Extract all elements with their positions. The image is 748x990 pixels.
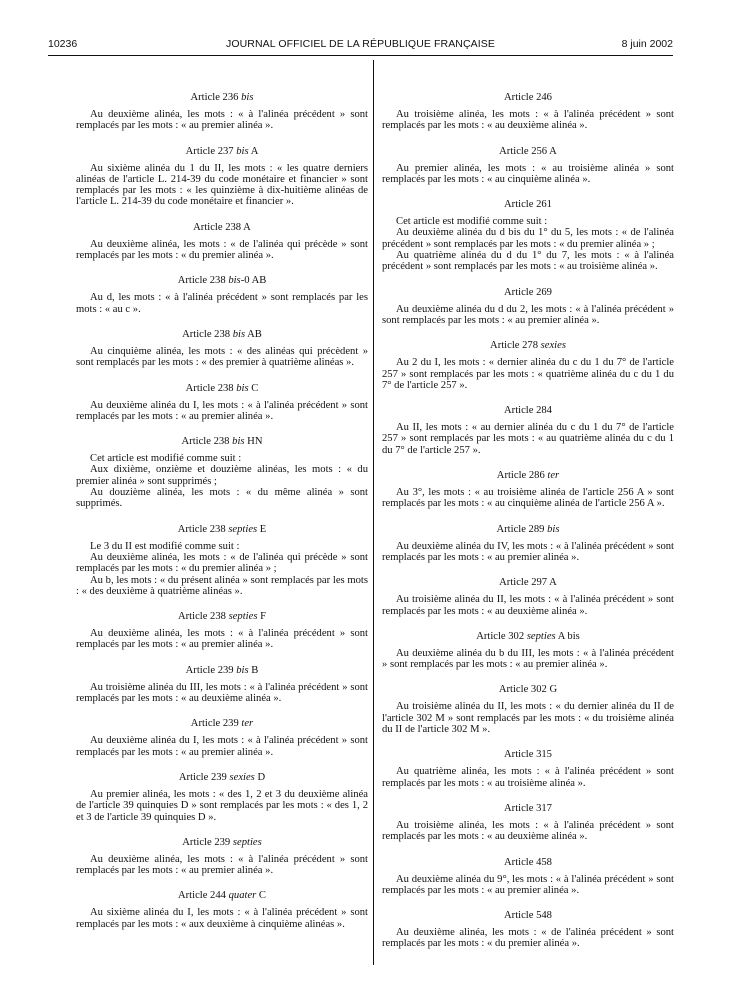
article-paragraph: Au 3°, les mots : « au troisième alinéa de l'article 256 A » sont remplacés par les mots : « au cinquième alinéa de l'article 256 A ». [382, 487, 674, 510]
page-header [48, 38, 673, 54]
article-title: Article 238 bis HN [181, 436, 263, 448]
article-block [76, 328, 368, 369]
article-title: Article 297 A [499, 577, 557, 589]
article-title: Article 239 bis B [185, 664, 259, 676]
article-paragraph: Au deuxième alinéa, les mots : « de l'alinéa qui précède » sont remplacés par les mots : « du premier alinéa ». [76, 238, 368, 262]
article-title: Article 239 ter [190, 718, 254, 730]
article-title: Article 238 septies E [177, 523, 267, 535]
article-paragraph: Au sixième alinéa du I, les mots : « à l'alinéa précédent » sont remplacés par les mots : « aux deuxième à cinquième alinéas ». [76, 907, 368, 930]
article-paragraph: Au deuxième alinéa du I, les mots : « à l'alinéa précédent » sont remplacés par les mots : « au premier alinéa ». [76, 399, 368, 422]
article-block [382, 339, 674, 391]
article-block [382, 683, 674, 735]
article-title: Article 238 bis-0 AB [177, 275, 267, 287]
article-block [76, 836, 368, 877]
article-paragraph: Au d, les mots : « à l'alinéa précédent » sont remplacés par les mots : « au c ». [76, 292, 368, 315]
article-block [382, 404, 674, 456]
article-block [382, 198, 674, 272]
article-block [76, 221, 368, 262]
article-title: Article 238 bis AB [182, 328, 262, 340]
article-block [76, 91, 368, 132]
article-title: Article 239 sexies D [178, 771, 266, 783]
article-title: Article 548 [504, 910, 552, 922]
article-title: Article 238 A [193, 221, 251, 233]
article-paragraph: Au deuxième alinéa du d bis du 1° du 5, les mots : « de l'alinéa précédent » sont remplacés par les mots : « du premier alinéa » ; [382, 227, 674, 250]
article-paragraph: Au douzième alinéa, les mots : « du même alinéa » sont supprimés. [76, 487, 368, 510]
article-block [382, 91, 674, 132]
article-title: Article 236 bis [190, 92, 254, 103]
header-rule [48, 55, 673, 56]
article-title: Article 317 [504, 802, 552, 814]
article-title: Article 302 septies A bis [476, 630, 580, 642]
article-paragraph: Au cinquième alinéa, les mots : « des alinéas qui précèdent » sont remplacés par les mots : « des premier à quatrième alinéas ». [76, 345, 368, 369]
page-number: 10236 [48, 38, 78, 50]
article-block [76, 145, 368, 208]
journal-title: JOURNAL OFFICIEL DE LA RÉPUBLIQUE FRANÇAISE [226, 38, 495, 50]
article-block [76, 717, 368, 758]
article-paragraph: Au troisième alinéa, les mots : « à l'alinéa précédent » sont remplacés par les mots : « au deuxième alinéa ». [382, 109, 674, 132]
article-title: Article 246 [504, 92, 552, 103]
article-title: Article 269 [504, 286, 552, 298]
article-paragraph: Au sixième alinéa du 1 du II, les mots : « les quatre derniers alinéas de l'article L. 214-39 du code monétaire et financier » sont remplacés par les mots : « les quinzième à dix-huitième alinéas de l'article L. 214-39 du code monétaire et financier ». [76, 162, 368, 208]
article-paragraph: Au deuxième alinéa du 9°, les mots : « à l'alinéa précédent » sont remplacés par les mots : « au premier alinéa ». [382, 873, 674, 896]
article-block [76, 664, 368, 705]
article-paragraph: Au deuxième alinéa du b du III, les mots : « à l'alinéa précédent » sont remplacés par les mots : « au premier alinéa ». [382, 647, 674, 671]
article-block [76, 523, 368, 597]
article-block [382, 802, 674, 843]
article-block [382, 523, 674, 564]
article-title: Article 244 quater C [178, 890, 266, 902]
article-block [382, 145, 674, 186]
article-paragraph: Le 3 du II est modifié comme suit : [90, 540, 240, 552]
article-title: Article 256 A [499, 145, 557, 157]
article-paragraph: Au quatrième alinéa du d du 1° du 7, les mots : « à l'alinéa précédent » sont remplacés par les mots : « au troisième alinéa ». [382, 250, 674, 273]
article-title: Article 286 ter [496, 470, 560, 482]
left-column [76, 91, 368, 930]
article-paragraph: Au deuxième alinéa, les mots : « à l'alinéa précédent » sont remplacés par les mots : « au premier alinéa ». [76, 628, 368, 651]
article-block [76, 274, 368, 315]
article-paragraph: Au deuxième alinéa, les mots : « de l'alinéa précédent » sont remplacés par les mots : « du premier alinéa ». [382, 927, 674, 950]
column-divider [373, 60, 374, 965]
article-title: Article 237 bis A [185, 145, 259, 157]
article-title: Article 458 [504, 856, 552, 868]
article-paragraph: Au deuxième alinéa du IV, les mots : « à l'alinéa précédent » sont remplacés par les mots : « au premier alinéa ». [382, 540, 674, 563]
article-paragraph: Au premier alinéa, les mots : « des 1, 2 et 3 du deuxième alinéa de l'article 39 quinquies D » sont remplacés par les mots : « des 1, 2 et 3 de l'article 39 quinquies D ». [76, 788, 368, 823]
article-title: Article 238 bis C [185, 382, 259, 394]
article-title: Article 238 septies F [178, 611, 266, 623]
article-block [382, 576, 674, 617]
article-title: Article 289 bis [496, 523, 560, 535]
article-block [382, 469, 674, 510]
article-block [382, 909, 674, 950]
article-paragraph: Cet article est modifié comme suit : [396, 216, 548, 228]
article-paragraph: Au b, les mots : « du présent alinéa » sont remplacés par les mots : « des deuxième à quatrième alinéas ». [76, 574, 368, 597]
publication-date: 8 juin 2002 [621, 38, 673, 50]
article-paragraph: Au premier alinéa, les mots : « au troisième alinéa » sont remplacés par les mots : « au cinquième alinéa ». [382, 162, 674, 185]
article-block [382, 748, 674, 789]
article-title: Article 284 [504, 405, 552, 417]
article-title: Article 239 septies [182, 836, 262, 848]
article-title: Article 261 [504, 199, 552, 211]
article-block [382, 630, 674, 671]
article-block [382, 286, 674, 327]
article-paragraph: Au troisième alinéa, les mots : « à l'alinéa précédent » sont remplacés par les mots : « au deuxième alinéa ». [382, 819, 674, 843]
article-block [76, 889, 368, 930]
article-paragraph: Au deuxième alinéa, les mots : « à l'alinéa précédent » sont remplacés par les mots : « au premier alinéa ». [76, 109, 368, 132]
article-paragraph: Au quatrième alinéa, les mots : « à l'alinéa précédent » sont remplacés par les mots : « au troisième alinéa ». [382, 766, 674, 789]
article-paragraph: Au deuxième alinéa du I, les mots : « à l'alinéa précédent » sont remplacés par les mots : « au premier alinéa ». [76, 735, 368, 758]
article-paragraph: Au troisième alinéa du II, les mots : « du dernier alinéa du II de l'article 302 M » sont remplacés par les mots : « du troisième alinéa du II de l'article 302 M ». [382, 701, 674, 736]
article-title: Article 302 G [498, 684, 558, 696]
right-column [382, 91, 674, 950]
article-title: Article 315 [504, 749, 552, 761]
article-block [382, 856, 674, 897]
article-block [76, 382, 368, 423]
article-paragraph: Au deuxième alinéa, les mots : « à l'alinéa précédent » sont remplacés par les mots : « au premier alinéa ». [76, 853, 368, 877]
article-paragraph: Aux dixième, onzième et douzième alinéas, les mots : « du premier alinéa » sont supprimés ; [76, 464, 368, 487]
article-paragraph: Au troisième alinéa du III, les mots : « à l'alinéa précédent » sont remplacés par les mots : « au deuxième alinéa ». [76, 681, 368, 705]
article-block [76, 771, 368, 823]
article-paragraph: Au II, les mots : « au dernier alinéa du c du 1 du 7° de l'article 257 » sont remplacés par les mots : « au quatrième alinéa du c du 1 du 7° de l'article 257 ». [382, 422, 674, 456]
article-block [76, 610, 368, 651]
article-paragraph: Cet article est modifié comme suit : [90, 453, 242, 465]
article-paragraph: Au 2 du I, les mots : « dernier alinéa du c du 1 du 7° de l'article 257 » sont remplacés par les mots : « quatrième alinéa du c du 1 du 7° de l'article 257 ». [382, 357, 674, 391]
article-title: Article 278 sexies [490, 340, 566, 352]
article-paragraph: Au deuxième alinéa du d du 2, les mots : « à l'alinéa précédent » sont remplacés par les mots : « au premier alinéa ». [382, 303, 674, 326]
article-block [76, 435, 368, 509]
article-paragraph: Au troisième alinéa du II, les mots : « à l'alinéa précédent » sont remplacés par les mots : « au deuxième alinéa ». [382, 594, 674, 617]
article-paragraph: Au deuxième alinéa, les mots : « de l'alinéa qui précède » sont remplacés par les mots : « du premier alinéa » ; [76, 551, 368, 575]
